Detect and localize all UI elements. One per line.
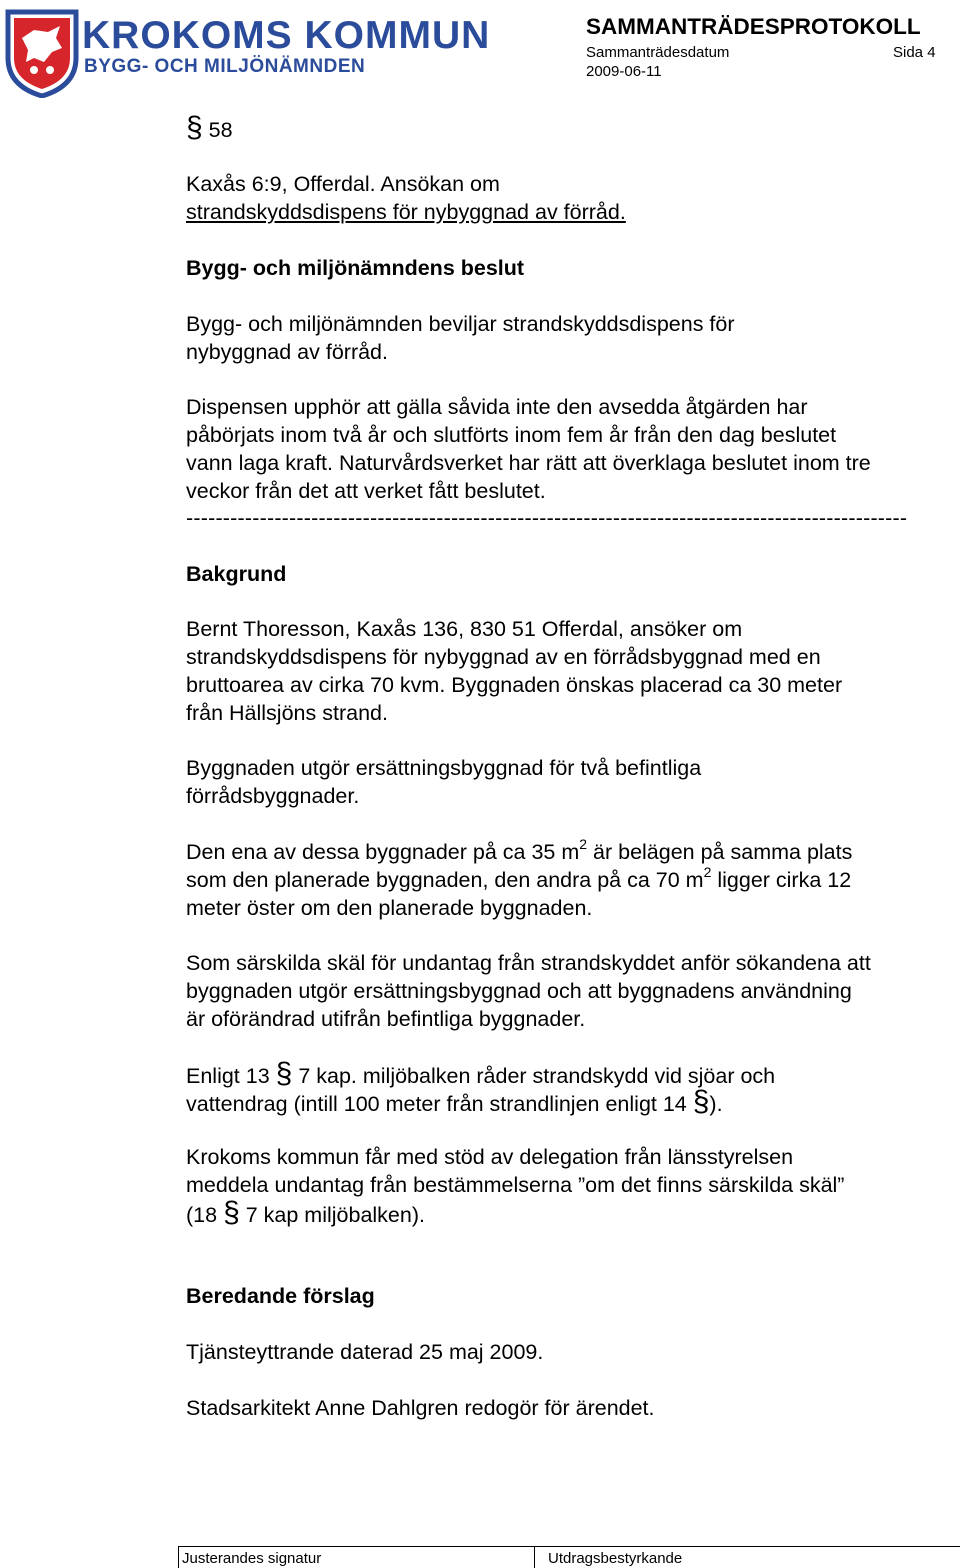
p5-line1-end: 7 kap. miljöbalken råder strandskydd vid sjöar och	[292, 1064, 776, 1088]
background-p2-line1: Byggnaden utgör ersättningsbyggnad för två befintliga	[186, 756, 702, 780]
background-heading: Bakgrund	[186, 562, 287, 586]
decision-p2-line4: veckor från det att verket fått beslutet.	[186, 479, 546, 503]
section-number-value: 58	[208, 118, 233, 142]
background-p2-line2: förrådsbyggnader.	[186, 784, 360, 808]
p3-line2-start: som den planerade byggnaden, den andra på ca 70 m	[186, 868, 704, 892]
proposal-heading: Beredande förslag	[186, 1284, 375, 1308]
section-symbol: §	[186, 111, 203, 144]
background-p4-line1: Som särskilda skäl för undantag från strandskyddet anför sökandena att	[186, 951, 871, 975]
p3-superscript-1: 2	[579, 835, 588, 852]
p5-line2-end: ).	[709, 1092, 723, 1116]
footer	[178, 1546, 960, 1568]
decision-p1-line1: Bygg- och miljönämnden beviljar strandskyddsdispens för	[186, 312, 735, 336]
footer-divider	[534, 1546, 535, 1568]
p3-line1-start: Den ena av dessa byggnader på ca 35 m	[186, 840, 580, 864]
p6-line3-start: (18	[186, 1203, 224, 1227]
document-title: SAMMANTRÄDESPROTOKOLL	[586, 14, 921, 39]
background-p5-line2	[186, 1085, 960, 1118]
meeting-date: 2009-06-11	[586, 63, 662, 80]
proposal-p1: Tjänsteyttrande daterad 25 maj 2009.	[186, 1340, 544, 1364]
decision-heading: Bygg- och miljönämndens beslut	[186, 256, 525, 280]
background-p1-line4: från Hällsjöns strand.	[186, 701, 388, 725]
decision-p2-line1: Dispensen upphör att gälla såvida inte den avsedda åtgärden har	[186, 395, 808, 419]
background-p1-line1: Bernt Thoresson, Kaxås 136, 830 51 Offerdal, ansöker om	[186, 617, 743, 641]
footer-left-border	[178, 1546, 179, 1568]
extract-certification-label: Utdragsbestyrkande	[548, 1550, 683, 1567]
p6-section-symbol: §	[223, 1196, 240, 1229]
logo-title: KROKOMS KOMMUN	[82, 14, 491, 57]
section-number	[186, 110, 960, 148]
signature-field-label: Justerandes signatur	[182, 1550, 322, 1567]
p3-line1-end: är belägen på samma plats	[587, 840, 853, 864]
decision-p2-line2: påbörjats inom två år och slutförts inom fem år från den dag beslutet	[186, 423, 837, 447]
background-p3-line3: meter öster om den planerade byggnaden.	[186, 896, 593, 920]
p3-superscript-2: 2	[703, 863, 712, 880]
separator-line: --------------------------------------------------------------------------------------------------	[186, 506, 908, 530]
p5-line1-start: Enligt 13	[186, 1064, 276, 1088]
page-number: Sida 4	[893, 44, 936, 61]
background-p6-line3	[186, 1196, 960, 1229]
section-title-line1: Kaxås 6:9, Offerdal. Ansökan om	[186, 172, 500, 196]
proposal-p2: Stadsarkitekt Anne Dahlgren redogör för ärendet.	[186, 1396, 655, 1420]
background-p6-line1: Krokoms kommun får med stöd av delegation från länsstyrelsen	[186, 1145, 794, 1169]
p6-line3-end: 7 kap miljöbalken).	[239, 1203, 425, 1227]
background-p5-line1	[186, 1057, 960, 1090]
section-title-line2-wrap	[186, 198, 960, 226]
municipality-logo	[4, 8, 491, 98]
background-p1-line2: strandskyddsdispens för nybyggnad av en förrådsbyggnad med en	[186, 645, 821, 669]
background-p3-line1	[186, 835, 960, 866]
meeting-date-label: Sammanträdesdatum	[586, 44, 730, 61]
background-p6-line2: meddela undantag från bestämmelserna ”om det finns särskilda skäl”	[186, 1173, 845, 1197]
p5-section-symbol-2: §	[692, 1085, 710, 1118]
background-p4-line3: är oförändrad utifrån befintliga byggnader.	[186, 1007, 586, 1031]
logo-subtitle: BYGG- OCH MILJÖNÄMNDEN	[84, 56, 366, 77]
footer-top-border	[178, 1546, 960, 1547]
decision-p1-line2: nybyggnad av förråd.	[186, 340, 388, 364]
p5-section-symbol-1: §	[275, 1057, 293, 1090]
p5-line2-start: vattendrag (intill 100 meter från strandlinjen enligt 14	[186, 1092, 693, 1116]
background-p3-line2	[186, 863, 960, 894]
decision-p2-line3: vann laga kraft. Naturvårdsverket har rätt att överklaga beslutet inom tre	[186, 451, 871, 475]
p3-line2-end: ligger cirka 12	[711, 868, 852, 892]
background-p4-line2: byggnaden utgör ersättningsbyggnad och att byggnadens användning	[186, 979, 852, 1003]
section-title-line2: strandskyddsdispens för nybyggnad av förråd.	[186, 200, 626, 224]
background-p1-line3: bruttoarea av cirka 70 kvm. Byggnaden önskas placerad ca 30 meter	[186, 673, 843, 697]
coat-of-arms-icon	[4, 8, 80, 98]
